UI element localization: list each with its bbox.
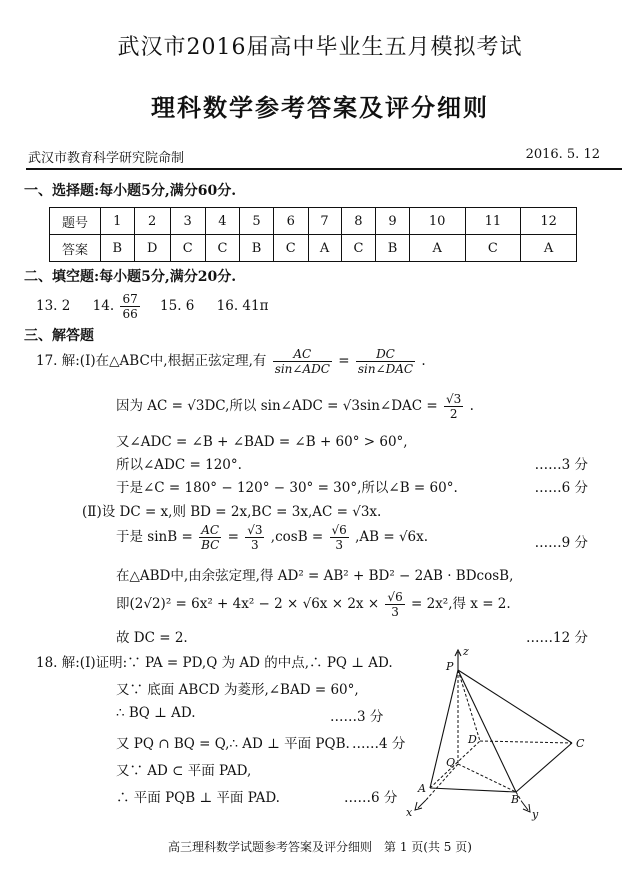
- p17-line4: 所以∠ADC = 120°.: [116, 457, 242, 473]
- p17-line6: (Ⅱ)设 DC = x,则 BD = 2x,BC = 3x,AC = √3x.: [82, 504, 382, 520]
- fraction: [356, 347, 415, 376]
- p18-line2: 又∵ 底面 ABCD 为菱形,∠BAD = 60°,: [116, 682, 359, 698]
- period: .: [469, 398, 474, 414]
- table-cell: C: [170, 235, 205, 262]
- fraction-numerator: √6: [331, 523, 347, 537]
- edge-BC: [516, 743, 572, 792]
- fraction-numerator: AC: [273, 347, 332, 362]
- answer-table: [49, 207, 577, 262]
- y-axis: [522, 802, 528, 810]
- p18-line4: 又 PQ ∩ BQ = Q,∴ AD ⊥ 平面 PQB.: [116, 736, 350, 752]
- label-x: x: [406, 806, 413, 819]
- table-cell: 9: [376, 208, 410, 235]
- p17-line2-text: 因为 AC = √3DC,所以 sin∠ADC = √3sin∠DAC =: [116, 398, 438, 414]
- x-axis-hidden: [426, 764, 458, 800]
- section3-heading: 三、解答题: [24, 328, 94, 344]
- p17-line8: 在△ABD中,由余弦定理,得 AD² = AB² + BD² − 2AB · BDcosB,: [116, 568, 514, 584]
- p17-line9: [116, 590, 511, 619]
- row-header-answer: 答案: [50, 235, 101, 262]
- p17-line9-text: 即(2√2)² = 6x² + 4x² − 2 × √6x × 2x ×: [116, 596, 380, 612]
- period: .: [421, 353, 426, 369]
- p17-line10: 故 DC = 2.: [116, 630, 188, 646]
- p17-line7: [116, 523, 428, 552]
- answer-13: 13. 2: [36, 298, 71, 314]
- table-cell: 5: [240, 208, 274, 235]
- row-header-number: 题号: [50, 208, 101, 235]
- fraction-denominator: 3: [251, 538, 259, 552]
- p17-line1: [36, 347, 426, 376]
- label-P: P: [446, 660, 454, 673]
- fraction-numerator: √3: [446, 392, 462, 406]
- table-cell: C: [205, 235, 240, 262]
- p18-line3: ∴ BQ ⊥ AD.: [116, 705, 196, 721]
- table-cell: 11: [465, 208, 521, 235]
- p17-line7-text: 于是 sinB =: [116, 529, 193, 545]
- p17-line7-mid: ,cosB =: [270, 529, 324, 545]
- table-cell: B: [376, 235, 410, 262]
- table-cell: A: [308, 235, 341, 262]
- fraction-denominator: 2: [449, 407, 458, 421]
- p17-line9-end: = 2x²,得 x = 2.: [411, 596, 511, 612]
- fraction-numerator: AC: [199, 523, 221, 538]
- label-Q: Q: [446, 756, 456, 769]
- answer-15: 15. 6: [160, 298, 195, 314]
- label-D: D: [468, 733, 477, 746]
- table-cell: C: [465, 235, 521, 262]
- fraction-denominator: 3: [335, 538, 343, 552]
- p18-line5: 又∵ AD ⊂ 平面 PAD,: [116, 763, 252, 779]
- fraction-denominator: sin∠ADC: [274, 362, 330, 376]
- answer-14-fraction: [120, 292, 139, 321]
- fraction: [330, 523, 349, 552]
- table-cell: C: [341, 235, 376, 262]
- fraction-numerator: √3: [247, 523, 263, 537]
- p17-line2: [116, 392, 474, 421]
- fraction-denominator: BC: [201, 538, 220, 552]
- label-C: C: [576, 737, 585, 750]
- table-cell: 12: [521, 208, 577, 235]
- fraction: [273, 347, 332, 376]
- table-cell: 2: [134, 208, 170, 235]
- table-cell: A: [521, 235, 577, 262]
- table-cell: 1: [101, 208, 135, 235]
- p18-line6: ∴ 平面 PQB ⊥ 平面 PAD.: [116, 790, 280, 806]
- edge-DC: [480, 741, 572, 743]
- equals-sign: =: [227, 529, 239, 545]
- label-A: A: [418, 782, 426, 795]
- table-row-numbers: [50, 208, 577, 235]
- section2-heading: 二、填空题:每小题5分,满分20分.: [24, 269, 237, 285]
- fraction-denominator: 66: [122, 307, 138, 321]
- p17-line3: 又∠ADC = ∠B + ∠BAD = ∠B + 60° > 60°,: [116, 434, 408, 450]
- fill-in-answers: [36, 292, 268, 321]
- exam-title: 武汉市2016届高中毕业生五月模拟考试: [117, 35, 523, 60]
- section1-heading: 一、选择题:每小题5分,满分60分.: [24, 183, 237, 199]
- fraction-denominator: sin∠DAC: [357, 362, 414, 376]
- equals-sign: =: [338, 353, 350, 369]
- answer-16: 16. 41π: [216, 298, 269, 314]
- page-footer: 高三理科数学试题参考答案及评分细则 第 1 页(共 5 页): [168, 840, 472, 854]
- table-cell: 6: [273, 208, 308, 235]
- pyramid-figure: [400, 640, 600, 825]
- edge-PD: [458, 670, 480, 741]
- fraction-numerator: 67: [122, 292, 138, 306]
- answer-14-label: 14.: [92, 298, 115, 314]
- issuer: 武汉市教育科学研究院命制: [28, 151, 185, 166]
- score-mark: ……4 分: [352, 736, 406, 752]
- table-row-answers: [50, 235, 577, 262]
- edge-AB: [430, 788, 516, 792]
- score-mark: ……3 分: [534, 457, 588, 473]
- fraction-numerator: DC: [356, 347, 415, 362]
- table-cell: 3: [170, 208, 205, 235]
- p17-line1-text: 17. 解:(Ⅰ)在△ABC中,根据正弦定理,有: [36, 353, 267, 369]
- table-cell: 8: [341, 208, 376, 235]
- table-cell: 4: [205, 208, 240, 235]
- fraction-numerator: √6: [387, 590, 403, 604]
- document-title: 理科数学参考答案及评分细则: [151, 93, 489, 122]
- fraction: [444, 392, 463, 421]
- x-axis-arrow: [415, 802, 422, 810]
- fraction: [245, 523, 264, 552]
- score-mark: ……9 分: [534, 535, 588, 551]
- table-cell: D: [134, 235, 170, 262]
- label-B: B: [511, 793, 520, 806]
- issue-date: 2016. 5. 12: [525, 147, 600, 162]
- edge-QB: [458, 764, 516, 792]
- fraction-denominator: 3: [391, 605, 399, 619]
- score-mark: ……12 分: [526, 630, 588, 646]
- table-cell: C: [273, 235, 308, 262]
- score-mark: ……3 分: [330, 709, 384, 725]
- table-cell: 7: [308, 208, 341, 235]
- label-y: y: [532, 808, 539, 821]
- label-z: z: [463, 645, 469, 658]
- fraction: [385, 590, 404, 619]
- score-mark: ……6 分: [534, 480, 588, 496]
- fraction: [199, 523, 221, 552]
- p17-line5: 于是∠C = 180° − 120° − 30° = 30°,所以∠B = 60°.: [116, 480, 458, 496]
- header-divider: [26, 168, 622, 170]
- x-axis: [418, 800, 426, 808]
- p18-line1: 18. 解:(Ⅰ)证明:∵ PA = PD,Q 为 AD 的中点,∴ PQ ⊥ AD.: [36, 655, 393, 671]
- table-cell: B: [240, 235, 274, 262]
- table-cell: B: [101, 235, 135, 262]
- table-cell: A: [409, 235, 465, 262]
- p17-line7-end: ,AB = √6x.: [355, 529, 429, 545]
- table-cell: 10: [409, 208, 465, 235]
- score-mark: ……6 分: [344, 790, 398, 806]
- edge-PA: [430, 670, 458, 788]
